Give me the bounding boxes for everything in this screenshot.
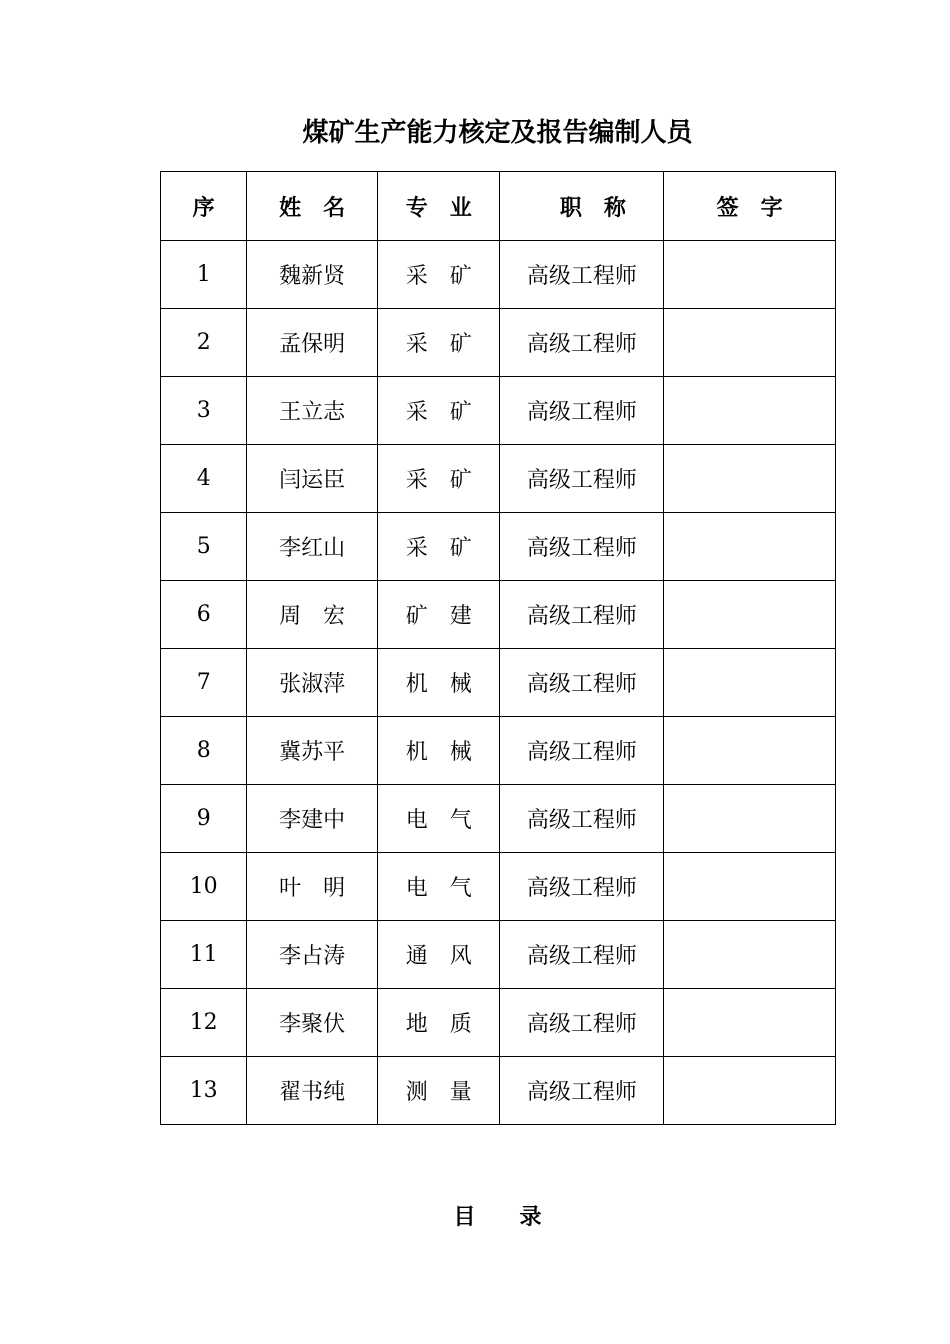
row-title-cell: 高级工程师 — [500, 717, 664, 785]
row-sign-cell — [664, 989, 836, 1057]
page-title: 煤矿生产能力核定及报告编制人员 — [302, 118, 693, 148]
row-sign-cell — [664, 513, 836, 581]
row-name-cell: 张淑萍 — [247, 649, 378, 717]
row-major-cell: 采 矿 — [377, 513, 500, 581]
table-row — [161, 717, 836, 785]
row-name-cell: 李聚伏 — [247, 989, 378, 1057]
table-row — [161, 445, 836, 513]
row-major-cell: 采 矿 — [377, 445, 500, 513]
row-seq-cell: 13 — [161, 1057, 247, 1125]
row-major-cell: 机 械 — [377, 717, 500, 785]
row-name-cell: 翟书纯 — [247, 1057, 378, 1125]
header-major: 专 业 — [377, 172, 500, 241]
row-major-cell: 矿 建 — [377, 581, 500, 649]
row-sign-cell — [664, 853, 836, 921]
row-major-cell: 机 械 — [377, 649, 500, 717]
row-name-cell: 李红山 — [247, 513, 378, 581]
row-seq-cell: 4 — [161, 445, 247, 513]
row-sign-cell — [664, 785, 836, 853]
row-title-cell: 高级工程师 — [500, 989, 664, 1057]
row-seq-cell: 8 — [161, 717, 247, 785]
staff-table — [160, 171, 836, 1125]
header-seq: 序 — [161, 172, 247, 241]
row-seq-cell: 12 — [161, 989, 247, 1057]
row-major-cell: 采 矿 — [377, 241, 500, 309]
table-header-row — [161, 172, 836, 241]
row-major-cell: 采 矿 — [377, 309, 500, 377]
toc-heading: 目 录 — [453, 1204, 542, 1230]
row-name-cell: 周 宏 — [247, 581, 378, 649]
table-row — [161, 649, 836, 717]
row-title-cell: 高级工程师 — [500, 853, 664, 921]
table-row — [161, 241, 836, 309]
row-major-cell: 采 矿 — [377, 377, 500, 445]
row-seq-cell: 5 — [161, 513, 247, 581]
table-row — [161, 513, 836, 581]
table-row — [161, 785, 836, 853]
row-major-cell: 地 质 — [377, 989, 500, 1057]
table-row — [161, 581, 836, 649]
row-title-cell: 高级工程师 — [500, 785, 664, 853]
row-seq-cell: 10 — [161, 853, 247, 921]
row-name-cell: 李占涛 — [247, 921, 378, 989]
row-name-cell: 孟保明 — [247, 309, 378, 377]
row-title-cell: 高级工程师 — [500, 581, 664, 649]
row-name-cell: 王立志 — [247, 377, 378, 445]
row-sign-cell — [664, 309, 836, 377]
row-seq-cell: 6 — [161, 581, 247, 649]
table-row — [161, 377, 836, 445]
table-row — [161, 1057, 836, 1125]
table-row — [161, 989, 836, 1057]
table-row — [161, 853, 836, 921]
row-sign-cell — [664, 1057, 836, 1125]
row-title-cell: 高级工程师 — [500, 377, 664, 445]
row-sign-cell — [664, 921, 836, 989]
row-name-cell: 李建中 — [247, 785, 378, 853]
row-name-cell: 叶 明 — [247, 853, 378, 921]
row-title-cell: 高级工程师 — [500, 1057, 664, 1125]
row-title-cell: 高级工程师 — [500, 649, 664, 717]
row-title-cell: 高级工程师 — [500, 921, 664, 989]
row-name-cell: 冀苏平 — [247, 717, 378, 785]
row-title-cell: 高级工程师 — [500, 445, 664, 513]
row-sign-cell — [664, 717, 836, 785]
row-sign-cell — [664, 581, 836, 649]
row-seq-cell: 11 — [161, 921, 247, 989]
table-row — [161, 309, 836, 377]
row-seq-cell: 1 — [161, 241, 247, 309]
row-seq-cell: 2 — [161, 309, 247, 377]
row-name-cell: 魏新贤 — [247, 241, 378, 309]
row-title-cell: 高级工程师 — [500, 241, 664, 309]
row-name-cell: 闫运臣 — [247, 445, 378, 513]
header-sign: 签 字 — [664, 172, 836, 241]
row-title-cell: 高级工程师 — [500, 513, 664, 581]
row-sign-cell — [664, 241, 836, 309]
row-seq-cell: 9 — [161, 785, 247, 853]
row-major-cell: 电 气 — [377, 785, 500, 853]
row-major-cell: 测 量 — [377, 1057, 500, 1125]
row-sign-cell — [664, 445, 836, 513]
row-major-cell: 通 风 — [377, 921, 500, 989]
header-name: 姓 名 — [247, 172, 378, 241]
row-title-cell: 高级工程师 — [500, 309, 664, 377]
row-sign-cell — [664, 377, 836, 445]
row-major-cell: 电 气 — [377, 853, 500, 921]
row-seq-cell: 3 — [161, 377, 247, 445]
row-sign-cell — [664, 649, 836, 717]
header-title: 职 称 — [500, 172, 664, 241]
row-seq-cell: 7 — [161, 649, 247, 717]
table-row — [161, 921, 836, 989]
